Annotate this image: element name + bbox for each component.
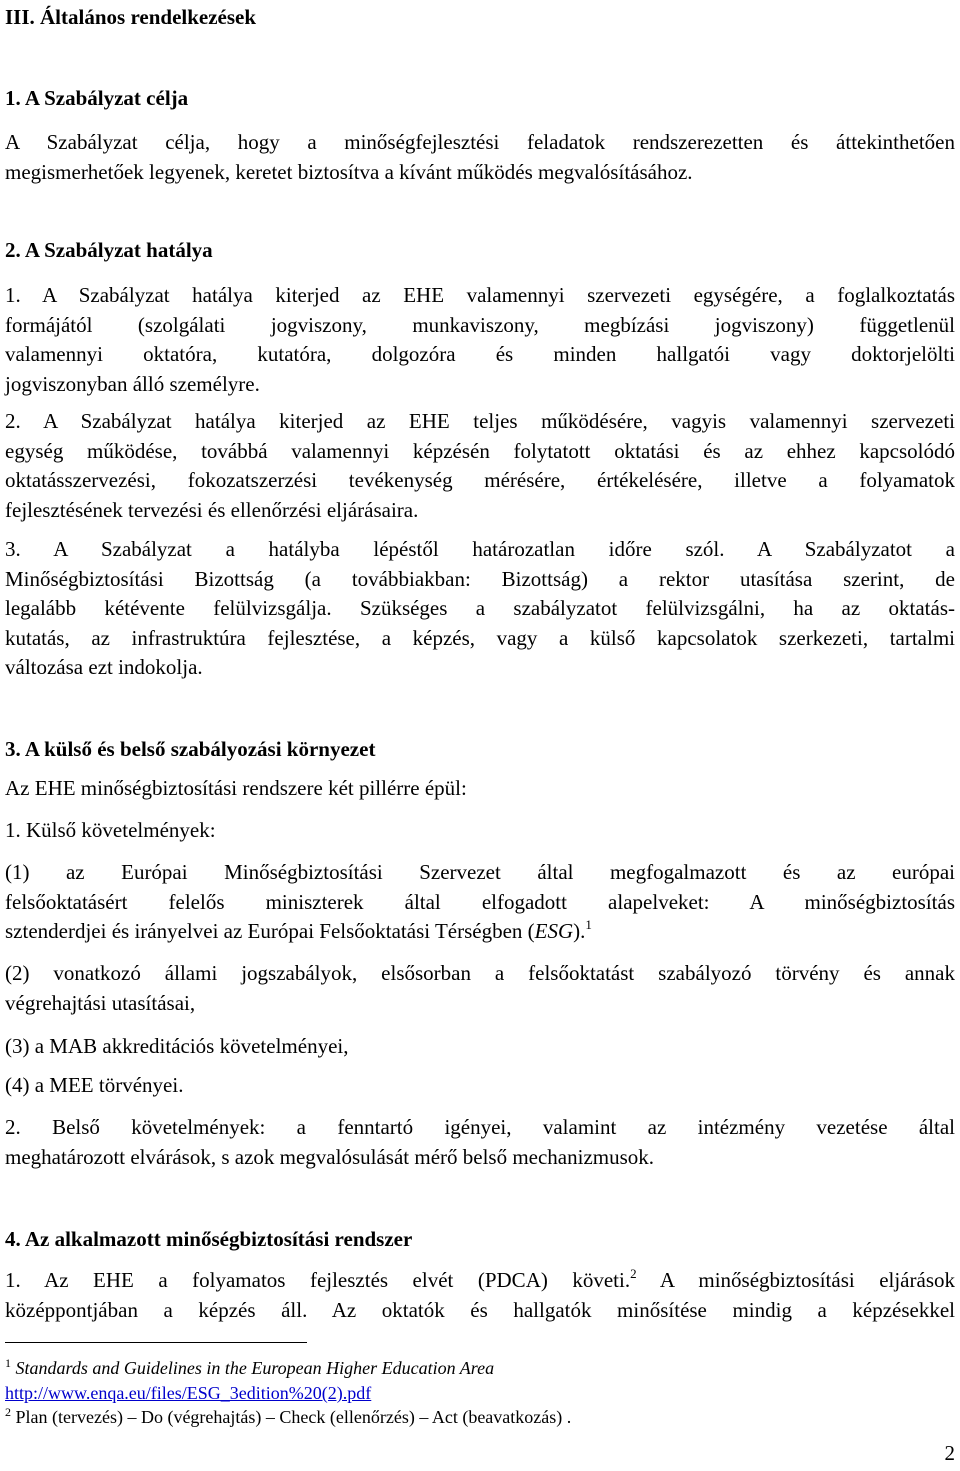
text-line: 2. A Szabályzat hatálya kiterjed az EHE teljes működésére, vagyis valamennyi szervezeti bbox=[5, 409, 955, 433]
external-requirement-2 bbox=[5, 959, 955, 1018]
footnote-text: Plan (tervezés) – Do (végrehajtás) – Check (ellenőrzés) – Act (beavatkozás) . bbox=[15, 1407, 572, 1427]
section-3-title: 3. A külső és belső szabályozási környezet bbox=[5, 737, 376, 761]
text-line bbox=[5, 917, 955, 947]
esg-abbreviation: ESG bbox=[534, 919, 574, 943]
footnote-1-link bbox=[5, 1381, 371, 1405]
section-heading-general-provisions: III. Általános rendelkezések bbox=[5, 5, 257, 29]
text-line: (2) vonatkozó állami jogszabályok, elsősorban a felsőoktatást szabályozó törvény és annak bbox=[5, 961, 955, 985]
section-2-paragraph-1 bbox=[5, 281, 955, 399]
text-line: legalább kétévente felülvizsgálja. Szükséges a szabályzatot felülvizsgálni, ha az oktatás- bbox=[5, 596, 955, 620]
section-2-paragraph-2 bbox=[5, 407, 955, 525]
text-line: fejlesztésének tervezési és ellenőrzési eljárásaira. bbox=[5, 497, 419, 522]
section-2-title: 2. A Szabályzat hatálya bbox=[5, 238, 213, 262]
esg-link[interactable]: http://www.enqa.eu/files/ESG_3edition%20(2).pdf bbox=[5, 1383, 372, 1403]
text-line: 1. A Szabályzat hatálya kiterjed az EHE valamennyi szervezeti egységére, a foglalkoztatás bbox=[5, 283, 955, 307]
internal-requirements bbox=[5, 1113, 955, 1172]
text-line: középpontjában a képzés áll. Az oktatók és hallgatók minősítése mindig a képzésekkel bbox=[5, 1297, 955, 1322]
section-1-title: 1. A Szabályzat célja bbox=[5, 86, 189, 110]
text-line: változása ezt indokolja. bbox=[5, 655, 203, 679]
section-4-paragraph bbox=[5, 1266, 955, 1325]
footnote-2 bbox=[5, 1405, 571, 1429]
text-line: (1) az Európai Minőségbiztosítási Szervezet által megfogalmazott és az európai bbox=[5, 860, 955, 884]
text-line: valamennyi oktatóra, kutatóra, dolgozóra és minden hallgatói vagy doktorjelölti bbox=[5, 342, 955, 366]
footnote-text: Standards and Guidelines in the European Higher Education Area bbox=[15, 1358, 495, 1378]
page-number: 2 bbox=[944, 1441, 955, 1465]
section-4-title: 4. Az alkalmazott minőségbiztosítási rendszer bbox=[5, 1227, 413, 1251]
footnote-ref-2[interactable]: 2 bbox=[630, 1266, 637, 1281]
footnote-number: 2 bbox=[5, 1405, 11, 1419]
text-line: felsőoktatásért felelős miniszterek által elfogadott alapelveket: A minőségbiztosítás bbox=[5, 889, 955, 914]
external-requirement-1 bbox=[5, 858, 955, 947]
text-line: meghatározott elvárások, s azok megvalósulását mérő belső mechanizmusok. bbox=[5, 1144, 655, 1169]
external-requirement-4: (4) a MEE törvényei. bbox=[5, 1073, 184, 1097]
text-line: A Szabályzat célja, hogy a minőségfejlesztési feladatok rendszerezetten és áttekinthetően bbox=[5, 130, 955, 154]
text-line bbox=[5, 1266, 955, 1296]
text-fragment: sztenderdjei és irányelvei az Európai Felsőoktatási Térségben ( bbox=[5, 919, 535, 943]
footnote-separator bbox=[5, 1342, 307, 1343]
text-line: 2. Belső követelmények: a fenntartó igényei, valamint az intézmény vezetése által bbox=[5, 1115, 955, 1139]
text-line: 3. A Szabályzat a hatályba lépéstől határozatlan időre szól. A Szabályzatot a bbox=[5, 537, 955, 561]
text-line: Minőségbiztosítási Bizottság (a továbbiakban: Bizottság) a rektor utasítása szerint, de bbox=[5, 566, 955, 591]
text-line: jogviszonyban álló személyre. bbox=[5, 371, 260, 396]
text-line: végrehajtási utasításai, bbox=[5, 990, 196, 1015]
footnote-ref-1[interactable]: 1 bbox=[585, 917, 592, 932]
text-line: egység működése, továbbá valamennyi képzésén folytatott oktatási és az ehhez kapcsolódó bbox=[5, 438, 955, 463]
section-2-paragraph-3 bbox=[5, 535, 955, 683]
text-fragment: 1. Az EHE a folyamatos fejlesztés elvét (PDCA) követi. bbox=[5, 1268, 631, 1292]
section-1-paragraph bbox=[5, 128, 955, 187]
section-3-intro: Az EHE minőségbiztosítási rendszere két pillérre épül: bbox=[5, 776, 467, 800]
text-line: formájától (szolgálati jogviszony, munkaviszony, megbízási jogviszony) függetlenül bbox=[5, 312, 955, 337]
text-fragment: A minőségbiztosítási eljárások bbox=[636, 1268, 955, 1292]
text-line: oktatásszervezési, fokozatszerzési tevékenység mérésére, értékelésére, illetve a folyamatok bbox=[5, 468, 955, 492]
external-requirement-3: (3) a MAB akkreditációs követelményei, bbox=[5, 1034, 349, 1058]
text-line: kutatás, az infrastruktúra fejlesztése, a képzés, vagy a külső kapcsolatok szerkezeti, tartalmi bbox=[5, 625, 955, 650]
text-line: megismerhetőek legyenek, keretet biztosítva a kívánt működés megvalósításához. bbox=[5, 159, 693, 184]
footnote-number: 1 bbox=[5, 1356, 11, 1370]
external-requirements-title: 1. Külső követelmények: bbox=[5, 818, 216, 842]
text-fragment: ). bbox=[573, 919, 586, 943]
footnote-1 bbox=[5, 1356, 494, 1380]
